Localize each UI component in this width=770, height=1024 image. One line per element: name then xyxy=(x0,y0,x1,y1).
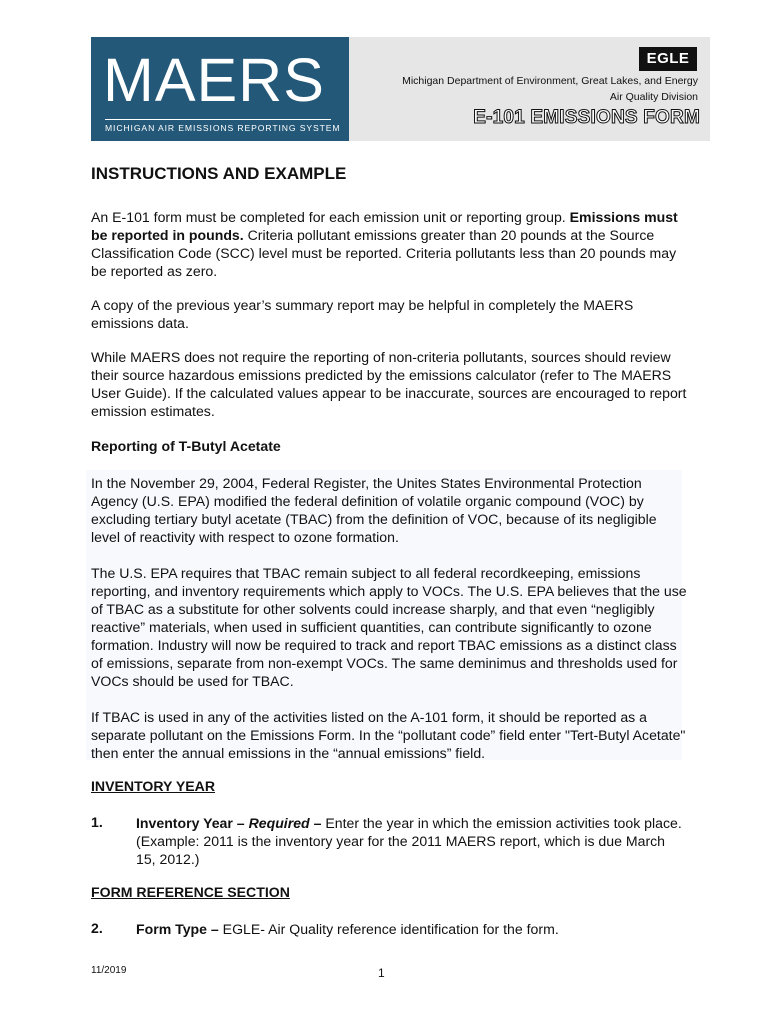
division-name: Air Quality Division xyxy=(609,91,698,103)
item-label: Form Type – xyxy=(136,921,219,937)
item-text: Enter the year in which the emission activities took place. (Example: 2011 is the inventory year for the 2011 MAERS report, which is due March 15, 2012.) xyxy=(136,815,682,867)
tbac-paragraph-3: If TBAC is used in any of the activities listed on the A-101 form, it should be reported as a separate pollutant on the Emissions Form. In the “pollutant code” field enter "Tert-Butyl Acetate" then enter the annual emissions in the “annual emissions” field. xyxy=(91,709,686,761)
page-number: 1 xyxy=(378,966,385,980)
item-number-1: 1. xyxy=(91,814,103,830)
inventory-year-heading: INVENTORY YEAR xyxy=(91,778,216,794)
inventory-year-item xyxy=(136,814,686,868)
logo-wordmark: MAERS xyxy=(103,46,325,114)
form-type-item xyxy=(136,920,686,938)
egle-logo: EGLE xyxy=(639,47,697,71)
item-label: Inventory Year – xyxy=(136,815,249,831)
intro-paragraph-3: While MAERS does not require the reporting of non-criteria pollutants, sources should review their source hazardous emissions predicted by the emissions calculator (refer to The MAERS User Guide). If the calculated values appear to be inaccurate, sources are encouraged to report emission estimates. xyxy=(91,349,687,419)
tbac-paragraph-1: In the November 29, 2004, Federal Register, the Unites States Environmental Protection Agency (U.S. EPA) modified the federal definition of volatile organic compound (VOC) by excluding tertiary butyl acetate (TBAC) from the definition of VOC, because of its negligible level of reactivity with respect to ozone formation. xyxy=(91,475,657,545)
maers-logo xyxy=(91,37,349,141)
required-flag: Required xyxy=(248,815,310,831)
item-number-2: 2. xyxy=(91,920,103,936)
intro-text-a: An E-101 form must be completed for each emission unit or reporting group. xyxy=(91,209,566,225)
form-header xyxy=(91,37,710,141)
item-dash: – xyxy=(309,815,322,831)
form-title: E-101 EMISSIONS FORM xyxy=(473,107,700,128)
intro-paragraph-2: A copy of the previous year’s summary report may be helpful in completely the MAERS emissions data. xyxy=(91,297,634,331)
agency-name: Michigan Department of Environment, Great Lakes, and Energy xyxy=(402,75,698,87)
logo-subtitle: MICHIGAN AIR EMISSIONS REPORTING SYSTEM xyxy=(105,123,341,133)
logo-divider xyxy=(105,119,331,120)
tbac-paragraph-2: The U.S. EPA requires that TBAC remain subject to all federal recordkeeping, emissions reporting, and inventory requirements which apply to VOCs. The U.S. EPA believes that the use of TBAC as a substitute for other solvents could increase sharply, and that even “negligibly reactive” materials, when used in sufficient quantities, can contribute significantly to ozone formation. Industry will now be required to track and report TBAC emissions as a distinct class of emissions, separate from non-exempt VOCs. The same deminimus and thresholds used for VOCs should be used for TBAC. xyxy=(91,565,687,689)
intro-text-b: Criteria pollutant emissions greater than 20 pounds at the Source Classification Code (SCC) level must be reported. Criteria pollutants less than 20 pounds may be reported as zero. xyxy=(91,227,677,279)
tbac-heading: Reporting of T-Butyl Acetate xyxy=(91,438,281,454)
intro-paragraph-1 xyxy=(91,208,687,280)
footer-date: 11/2019 xyxy=(91,965,127,976)
intro-emphasis: Emissions must be reported in pounds. xyxy=(91,209,678,243)
form-reference-heading: FORM REFERENCE SECTION xyxy=(91,884,290,900)
page-title: INSTRUCTIONS AND EXAMPLE xyxy=(91,164,347,183)
item-text: EGLE- Air Quality reference identification for the form. xyxy=(218,921,559,937)
